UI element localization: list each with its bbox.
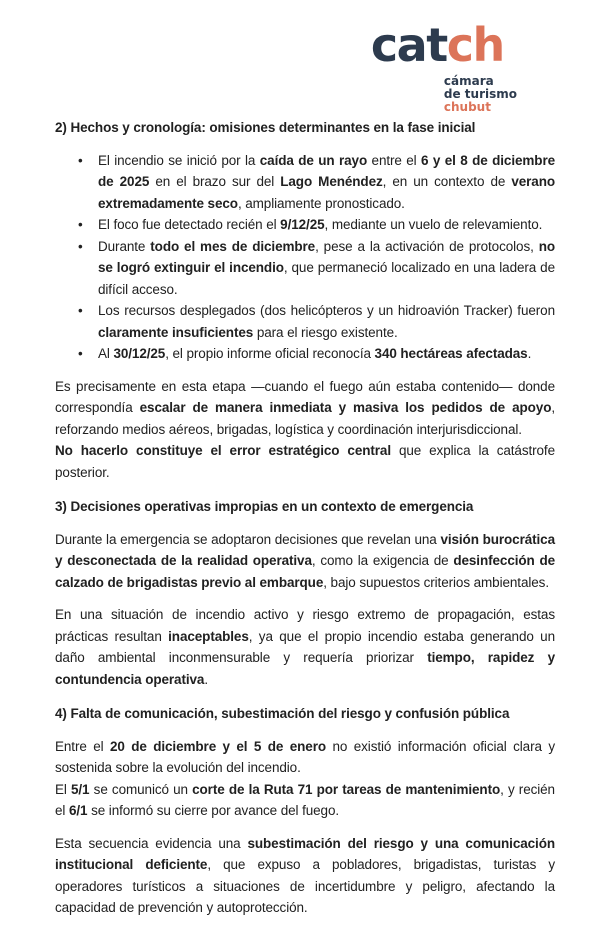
text-run-bold: subestimación del riesgo y una comunicación institucional deficiente [55, 835, 555, 872]
text-run: Durante la emergencia se adoptaron decisiones que revelan una [55, 531, 441, 547]
bullet-text [98, 214, 555, 236]
bullet-marker-icon: • [78, 303, 83, 318]
text-run: El foco fue detectado recién el [98, 217, 281, 232]
bullet-item [55, 150, 555, 215]
paragraph [55, 604, 555, 690]
text-run: , en un contexto de [382, 174, 512, 189]
text-run: , que expuso a pobladores, brigadistas, turistas y operadores turísticos a situaciones de incertidumbre y peligro, afectando la capacidad de prevención y autoprotección. [55, 857, 556, 915]
text-run-bold: desinfección de calzado de brigadistas previo al embarque [55, 553, 556, 590]
text-run: Es precisamente en esta etapa —cuando el fuego aún estaba contenido— donde correspondía [55, 378, 555, 415]
bullet-list [55, 150, 555, 365]
text-run: entre el [367, 152, 422, 168]
text-run-bold: todo el mes de diciembre [150, 238, 316, 254]
text-run: , reforzando medios aéreos, brigadas, logística y coordinación interjurisdiccional. [55, 400, 556, 437]
logo-tagline [444, 75, 517, 114]
text-run: El incendio se inició por la [98, 152, 260, 168]
text-run: Esta secuencia evidencia una [55, 835, 248, 851]
text-run-bold: corte de la Ruta 71 por tareas de mantenimiento [192, 781, 501, 797]
text-run-bold: 5/1 [71, 781, 90, 797]
paragraph [55, 529, 555, 594]
section-heading [55, 703, 555, 725]
text-run: Entre el [55, 738, 110, 754]
section-heading [55, 496, 555, 518]
bullet-item [55, 300, 555, 343]
bullet-marker-icon: • [78, 346, 83, 361]
text-run-bold: 2) Hechos y cronología: omisiones determinantes en la fase inicial [55, 120, 476, 135]
text-run: , como la exigencia de [311, 553, 454, 568]
text-run: no existió información oficial clara y sostenida sobre la evolución del incendio. [55, 738, 555, 775]
text-run: El [55, 781, 71, 797]
bullet-marker-icon: • [78, 238, 83, 254]
text-run: que explica la catástrofe posterior. [55, 443, 555, 480]
text-run-bold: 6 y el 8 de diciembre de 2025 [98, 152, 556, 189]
text-run-bold: No hacerlo constituye el error estratégico central [55, 443, 391, 458]
text-run: , pese a la activación de protocolos, [315, 238, 539, 254]
text-run-bold: 9/12/25 [280, 217, 325, 232]
text-run: Los recursos desplegados (dos helicópteros y un hidroavión Tracker) fueron [98, 303, 555, 318]
text-run-bold: 6/1 [68, 803, 88, 818]
text-run: , el propio informe oficial reconocía [165, 346, 375, 361]
text-run-bold: claramente insuficientes [98, 324, 254, 340]
text-run: se comunicó un [89, 781, 193, 797]
text-run: , que permaneció localizado en una ladera de difícil acceso. [98, 260, 556, 297]
bullet-text [98, 150, 555, 215]
bullet-text [98, 343, 555, 365]
text-run-bold: 20 de diciembre y el 5 de enero [109, 738, 327, 754]
logo-wordmark [370, 18, 517, 72]
text-run: . [527, 346, 532, 361]
text-run-bold: 3) Decisiones operativas impropias en un contexto de emergencia [55, 499, 474, 514]
bullet-marker-icon: • [78, 152, 83, 168]
text-run-bold: 340 hectáreas afectadas [374, 346, 528, 361]
text-run-bold: inaceptables [168, 628, 249, 644]
text-run: en el brazo sur del [149, 174, 281, 189]
text-run: , bajo supuestos criterios ambientales. [323, 574, 549, 590]
logo-tagline-line2: de turismo [443, 87, 517, 101]
bullet-text [98, 236, 555, 301]
bullet-item [55, 343, 555, 365]
document-body [55, 117, 555, 919]
bullet-marker-icon: • [78, 217, 83, 232]
paragraph [55, 779, 555, 822]
bullet-item [55, 214, 555, 236]
text-run-bold: caída de un rayo [259, 152, 368, 168]
logo-tagline-line1: cámara [443, 74, 494, 88]
text-run-bold: 4) Falta de comunicación, subestimación del riesgo y confusión pública [55, 706, 510, 721]
text-run-bold: 30/12/25 [113, 346, 166, 361]
paragraph [55, 736, 555, 779]
logo-wordmark-accent: ch [446, 18, 504, 72]
text-run-bold: visión burocrática y desconectada de la realidad operativa [55, 531, 555, 568]
text-run: Al [98, 346, 114, 361]
paragraph [55, 376, 555, 441]
text-run: se informó su cierre por avance del fuego. [87, 803, 340, 818]
text-run-bold: escalar de manera inmediata y masiva los pedidos de apoyo [139, 400, 552, 415]
text-run: Durante [98, 238, 151, 254]
text-run: . [204, 671, 208, 687]
bullet-item [55, 236, 555, 301]
section-heading [55, 117, 555, 139]
org-logo [370, 18, 517, 114]
text-run: para el riesgo existente. [253, 324, 398, 340]
text-run-bold: Lago Menéndez [280, 174, 383, 189]
text-run-bold: tiempo, rapidez y contundencia operativa [55, 650, 555, 687]
paragraph [55, 833, 555, 919]
text-run: En una situación de incendio activo y riesgo extremo de propagación, estas prácticas resultan [55, 607, 555, 644]
text-run: , ya que el propio incendio estaba generando un daño ambiental inconmensurable y requería priorizar [55, 628, 555, 665]
text-run: , y recién el [55, 781, 555, 818]
text-run-bold: no se logró extinguir el incendio [98, 238, 555, 275]
logo-tagline-line3: chubut [443, 100, 491, 114]
bullet-text [98, 300, 555, 343]
logo-wordmark-primary: cat [370, 18, 447, 72]
text-run: , mediante un vuelo de relevamiento. [324, 217, 543, 232]
paragraph [55, 440, 555, 483]
text-run: , ampliamente pronosticado. [237, 195, 405, 211]
text-run-bold: verano extremadamente seco [98, 174, 555, 211]
